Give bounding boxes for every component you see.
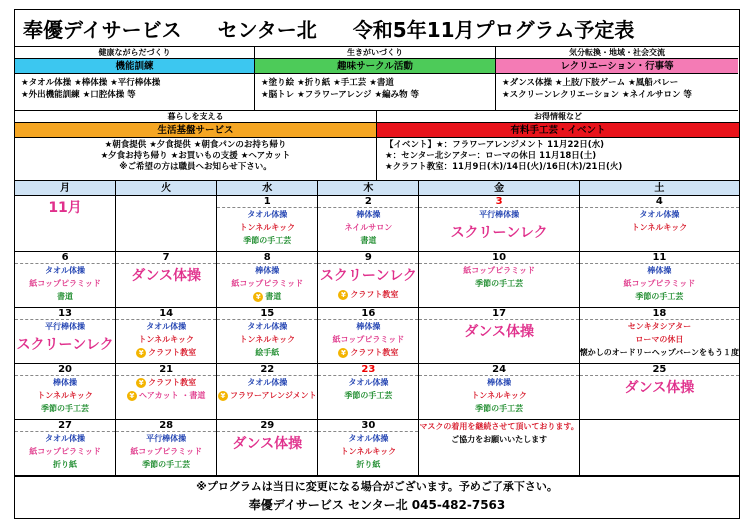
- program-column-training: [15, 47, 255, 111]
- program-description: ★タオル体操 ★棒体操 ★平行棒体操 ★外出機能訓練 ★口腔体操 等: [15, 74, 254, 111]
- activity-text: 11月: [48, 200, 82, 216]
- activity-label: [580, 376, 739, 400]
- activity-text: タオル体操: [247, 378, 288, 387]
- activity-text: 紙コップピラミッド: [29, 279, 101, 288]
- day-number: 17: [419, 308, 578, 320]
- activity-label: [318, 221, 418, 234]
- calendar-day-cell: [419, 196, 579, 252]
- activity-label: [217, 277, 317, 290]
- activity-label: [419, 221, 578, 245]
- calendar-grid: [15, 181, 739, 476]
- activity-text: 書道: [57, 292, 74, 301]
- activity-label: [217, 432, 317, 456]
- day-number: 1: [217, 196, 317, 208]
- calendar-day-cell: [15, 308, 116, 364]
- activity-label: [318, 458, 418, 471]
- calendar-day-cell: [116, 196, 217, 252]
- day-number: 10: [419, 252, 578, 264]
- day-number: 23: [318, 364, 418, 376]
- activity-text: トンネルキック: [239, 223, 296, 232]
- activity-text: フラワーアレンジメント: [229, 391, 317, 400]
- contact-line: 奉優デイサービス センター北 045-482-7563: [248, 498, 506, 512]
- program-band: レクリエーション・行事等: [496, 59, 738, 74]
- activity-label: [318, 264, 418, 288]
- activity-label: [419, 320, 578, 344]
- yen-coin-icon: ¥: [136, 348, 146, 358]
- activity-label: [217, 234, 317, 247]
- activity-text: ローマの休日: [635, 335, 684, 344]
- support-description: ★朝食提供 ★夕食提供 ★朝食パンのお持ち帰り ★夕食お持ち帰り ★お買いもの支援 ★ヘアカット ※ご希望の方は職員へお知らせ下さい。: [15, 138, 376, 181]
- activity-label: [116, 333, 216, 346]
- activity-label: [318, 432, 418, 445]
- activity-text: タオル体操: [45, 266, 86, 275]
- calendar-day-cell: [15, 196, 116, 252]
- calendar-day-cell: [217, 420, 318, 476]
- activity-text: ダンス体操: [624, 380, 695, 396]
- weekday-header: 火: [116, 181, 217, 196]
- activity-text: クラフト教室: [350, 348, 399, 357]
- activity-text: 季節の手工芸: [41, 404, 90, 413]
- activity-text: 書道: [360, 236, 377, 245]
- calendar-day-cell: [318, 364, 419, 420]
- activity-label: [217, 346, 317, 359]
- category-label: 生きがいづくり: [255, 47, 495, 59]
- day-number: 28: [116, 420, 216, 432]
- activity-label: [15, 290, 115, 303]
- day-number: 3: [419, 196, 578, 208]
- program-column-hobby: [255, 47, 496, 111]
- activity-text: 紙コップピラミッド: [231, 279, 304, 288]
- branch-name: センター北: [217, 17, 317, 42]
- yen-coin-icon: ¥: [136, 378, 146, 388]
- activity-label: [15, 333, 115, 357]
- activity-label: [15, 389, 115, 402]
- activity-text: 棒体操: [487, 378, 512, 387]
- calendar-day-cell: [15, 420, 116, 476]
- activity-text: トンネルキック: [138, 335, 194, 344]
- activity-text: タオル体操: [247, 322, 288, 331]
- day-number: 11: [580, 252, 739, 264]
- weekday-header: 土: [580, 181, 739, 196]
- activity-label: [217, 320, 317, 333]
- activity-text: タオル体操: [639, 210, 680, 219]
- activity-label: [217, 264, 317, 277]
- activity-text: 紙コップピラミッド: [29, 447, 101, 456]
- weekday-header: 木: [318, 181, 419, 196]
- activity-text: タオル体操: [348, 378, 389, 387]
- activity-label: [318, 376, 418, 389]
- activity-text: ダンス体操: [131, 268, 202, 284]
- activity-label: [15, 320, 115, 333]
- activity-text: クラフト教室: [148, 378, 197, 387]
- activity-text: 季節の手工芸: [243, 236, 292, 245]
- activity-label: [419, 389, 578, 402]
- calendar-day-cell: [217, 308, 318, 364]
- program-column-recreation: [496, 47, 738, 111]
- activity-label: [580, 346, 739, 359]
- calendar-day-cell: [419, 420, 579, 476]
- activity-label: [15, 277, 115, 290]
- activity-text: 書道: [265, 292, 282, 301]
- support-column: [15, 111, 377, 181]
- info-band: 有料手工芸・イベント: [377, 123, 739, 138]
- activity-text: トンネルキック: [239, 335, 296, 344]
- activity-text: ネイルサロン: [344, 223, 393, 232]
- day-number: 15: [217, 308, 317, 320]
- calendar-day-cell: [318, 196, 419, 252]
- activity-label: [318, 346, 418, 359]
- facility-name: 奉優デイサービス: [23, 17, 182, 42]
- activity-label: [217, 221, 317, 234]
- activity-label: [419, 208, 578, 221]
- category-label: 健康ながらだづくり: [15, 47, 254, 59]
- day-number: 14: [116, 308, 216, 320]
- activity-label: [318, 389, 418, 402]
- calendar-day-cell: [116, 308, 217, 364]
- activity-text: スクリーンレク: [16, 337, 114, 353]
- activity-text: 棒体操: [255, 266, 280, 275]
- program-band: 機能訓練: [15, 59, 254, 74]
- activity-text: 懐かしのオードリーヘップバーンをもう１度: [579, 348, 739, 357]
- activity-label: [580, 277, 739, 290]
- yen-coin-icon: ¥: [253, 292, 263, 302]
- activity-label: [217, 376, 317, 389]
- calendar-day-cell: [318, 420, 419, 476]
- day-number: 7: [116, 252, 216, 264]
- day-number: 21: [116, 364, 216, 376]
- activity-label: [15, 264, 115, 277]
- activity-label: [116, 432, 216, 445]
- activity-text: 紙コップピラミッド: [130, 447, 202, 456]
- activity-label: [116, 346, 216, 359]
- program-description: ★ダンス体操 ★上肢/下肢ゲーム ★風船バレー ★スクリーンレクリエーション ★ネイルサロン 等: [496, 74, 738, 111]
- day-number: 24: [419, 364, 578, 376]
- activity-text: 棒体操: [647, 266, 672, 275]
- activity-label: [217, 333, 317, 346]
- support-and-info: [15, 111, 739, 181]
- activity-label: [116, 376, 216, 389]
- activity-label: [318, 234, 418, 247]
- yen-coin-icon: ¥: [127, 391, 137, 401]
- activity-label: [217, 208, 317, 221]
- activity-text: スクリーンレク: [319, 268, 417, 284]
- activity-text: クラフト教室: [148, 348, 197, 357]
- event-description: 【イベント】★：フラワーアレンジメント 11月22日(水) ★：センター北シアター：ローマの休日 11月18日(土) ★クラフト教室：11月9日(木)/14日(火)/16日(木)/21日(火): [377, 138, 739, 181]
- activity-label: [419, 402, 578, 415]
- calendar-day-cell: [580, 252, 739, 308]
- title-bar: [15, 10, 739, 47]
- day-number: 13: [15, 308, 115, 320]
- activity-label: [15, 402, 115, 415]
- day-number: 8: [217, 252, 317, 264]
- activity-text: タオル体操: [45, 434, 86, 443]
- activity-label: [318, 288, 418, 301]
- calendar-day-cell: [419, 364, 579, 420]
- day-number: 29: [217, 420, 317, 432]
- yen-coin-icon: ¥: [218, 391, 228, 401]
- calendar-day-cell: [580, 364, 739, 420]
- activity-label: [580, 290, 739, 303]
- activity-text: 紙コップピラミッド: [623, 279, 696, 288]
- activity-label: [580, 208, 739, 221]
- activity-label: [580, 264, 739, 277]
- day-number: 25: [580, 364, 739, 376]
- weekday-header: 金: [419, 181, 579, 196]
- yen-coin-icon: ¥: [338, 348, 348, 358]
- schedule-title: 令和5年11月プログラム予定表: [352, 17, 635, 42]
- program-band: 趣味サークル活動: [255, 59, 495, 74]
- activity-label: [580, 333, 739, 346]
- activity-label: [318, 333, 418, 346]
- activity-label: [15, 445, 115, 458]
- activity-text: ダンス体操: [232, 436, 303, 452]
- day-number: 22: [217, 364, 317, 376]
- activity-text: トンネルキック: [37, 391, 93, 400]
- support-band: 生活基盤サービス: [15, 123, 376, 138]
- category-label: 暮らしを支える: [15, 111, 376, 123]
- info-column: [377, 111, 739, 181]
- calendar-day-cell: [580, 308, 739, 364]
- activity-label: [116, 445, 216, 458]
- day-number: 4: [580, 196, 739, 208]
- calendar-day-cell: [15, 364, 116, 420]
- activity-text: 棒体操: [53, 378, 78, 387]
- activity-text: 折り紙: [53, 460, 78, 469]
- calendar-day-cell: [217, 196, 318, 252]
- day-number: 9: [318, 252, 418, 264]
- activity-text: タオル体操: [247, 210, 288, 219]
- category-label: お得情報など: [377, 111, 739, 123]
- activity-label: [419, 376, 578, 389]
- calendar-day-cell: [116, 252, 217, 308]
- activity-text: マスクの着用を継続させて頂いております。: [419, 422, 579, 431]
- activity-text: タオル体操: [348, 434, 389, 443]
- activity-label: [419, 264, 578, 277]
- weekday-header: 水: [217, 181, 318, 196]
- activity-text: 平行棒体操: [479, 210, 520, 219]
- activity-text: ダンス体操: [464, 324, 534, 340]
- activity-text: 平行棒体操: [45, 322, 86, 331]
- category-label: 気分転換・地域・社会交流: [496, 47, 738, 59]
- activity-text: スクリーンレク: [450, 225, 548, 241]
- activity-label: [15, 196, 115, 220]
- activity-label: [318, 208, 418, 221]
- calendar-day-cell: [580, 420, 739, 476]
- activity-text: 紙コップピラミッド: [463, 266, 535, 275]
- activity-label: [15, 432, 115, 445]
- calendar-day-cell: [116, 420, 217, 476]
- activity-text: 棒体操: [356, 322, 381, 331]
- activity-label: [580, 320, 739, 333]
- calendar-day-cell: [15, 252, 116, 308]
- activity-label: [116, 320, 216, 333]
- activity-label: [318, 320, 418, 333]
- activity-label: [217, 389, 317, 402]
- day-number: 20: [15, 364, 115, 376]
- activity-text: タオル体操: [146, 322, 187, 331]
- activity-label: [116, 458, 216, 471]
- activity-label: [419, 420, 578, 433]
- program-description: ★塗り絵 ★折り紙 ★手工芸 ★書道 ★脳トレ ★フラワーアレンジ ★編み物 等: [255, 74, 495, 111]
- activity-text: センキタシアター: [627, 322, 692, 331]
- day-number: 16: [318, 308, 418, 320]
- calendar-day-cell: [318, 308, 419, 364]
- activity-label: [419, 433, 578, 446]
- calendar-day-cell: [318, 252, 419, 308]
- activity-text: 季節の手工芸: [635, 292, 684, 301]
- activity-label: [116, 264, 216, 288]
- calendar-day-cell: [419, 308, 579, 364]
- activity-text: トンネルキック: [631, 223, 688, 232]
- activity-text: トンネルキック: [471, 391, 527, 400]
- activity-text: 季節の手工芸: [142, 460, 191, 469]
- activity-text: 紙コップピラミッド: [332, 335, 405, 344]
- activity-text: 折り紙: [356, 460, 381, 469]
- activity-label: [217, 290, 317, 303]
- activity-text: クラフト教室: [350, 290, 399, 299]
- activity-text: 季節の手工芸: [475, 404, 524, 413]
- calendar-day-cell: [217, 364, 318, 420]
- activity-label: [419, 277, 578, 290]
- activity-text: 絵手紙: [255, 348, 280, 357]
- weekday-header: 月: [15, 181, 116, 196]
- activity-text: 棒体操: [356, 210, 381, 219]
- activity-text: トンネルキック: [340, 447, 397, 456]
- activity-label: [15, 376, 115, 389]
- day-number: 27: [15, 420, 115, 432]
- calendar-day-cell: [419, 252, 579, 308]
- calendar-day-cell: [580, 196, 739, 252]
- activity-text: 季節の手工芸: [475, 279, 524, 288]
- calendar-day-cell: [116, 364, 217, 420]
- activity-label: [580, 221, 739, 234]
- activity-text: 季節の手工芸: [344, 391, 393, 400]
- activity-text: ヘアカット ・書道: [138, 391, 206, 400]
- yen-coin-icon: ¥: [338, 290, 348, 300]
- program-categories: [15, 47, 739, 111]
- change-notice: ※プログラムは当日に変更になる場合がございます。予めご了承下さい。: [15, 476, 739, 496]
- activity-label: [15, 458, 115, 471]
- schedule-sheet: [14, 9, 740, 519]
- day-number: 18: [580, 308, 739, 320]
- activity-label: [318, 445, 418, 458]
- activity-text: 平行棒体操: [146, 434, 187, 443]
- calendar-day-cell: [217, 252, 318, 308]
- activity-text: ご協力をお願いいたします: [451, 435, 548, 444]
- day-number: 6: [15, 252, 115, 264]
- day-number: 30: [318, 420, 418, 432]
- day-number: 2: [318, 196, 418, 208]
- activity-label: [116, 389, 216, 402]
